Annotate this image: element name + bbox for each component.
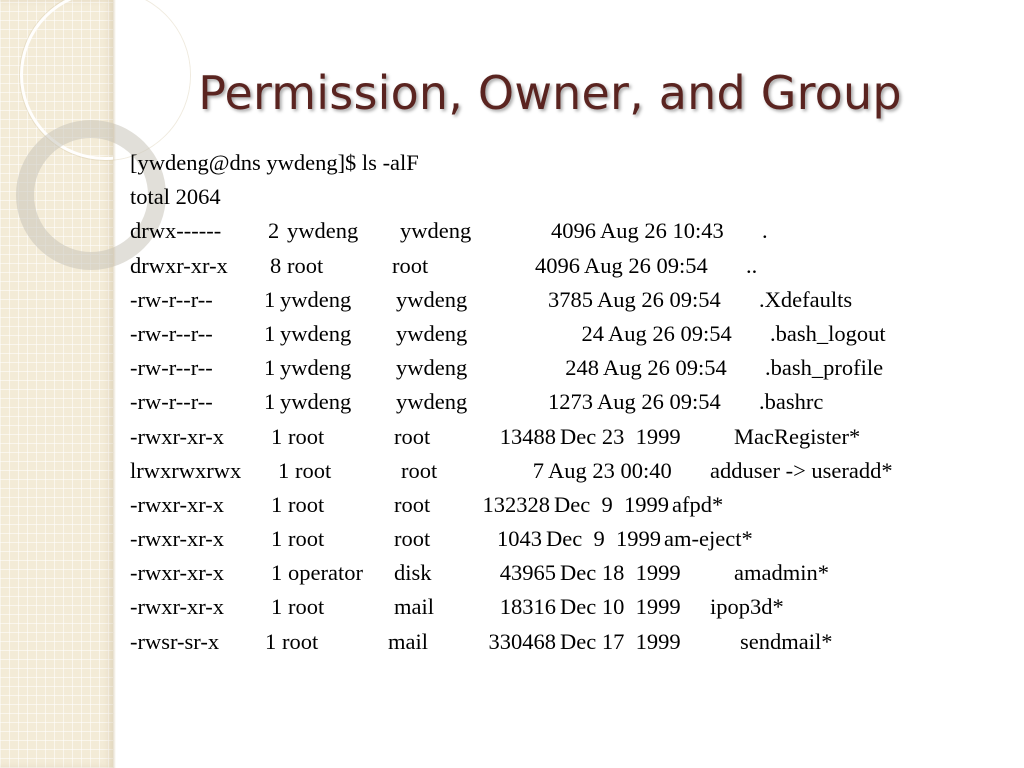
file-entry-row: [130, 522, 753, 556]
file-owner: root: [295, 457, 332, 483]
file-date: Aug 26 09:54: [597, 286, 721, 312]
file-size: 132328: [482, 491, 550, 517]
file-name: amadmin*: [734, 560, 829, 586]
file-size: 1273: [548, 389, 593, 415]
permission-string: -rw-r--r--: [130, 389, 213, 415]
file-entry-row: [130, 420, 861, 454]
file-size: 7: [532, 457, 544, 483]
permission-string: -rw-r--r--: [130, 355, 213, 381]
file-name: .Xdefaults: [759, 286, 853, 312]
file-entry-row: [130, 385, 824, 419]
link-count: 1: [271, 594, 283, 620]
file-name: ipop3d*: [710, 594, 784, 620]
file-group: mail: [388, 628, 428, 654]
terminal-listing: [130, 146, 893, 659]
file-entry-row: [130, 625, 833, 659]
file-date: Aug 26 10:43: [600, 218, 724, 244]
file-group: root: [394, 526, 431, 552]
file-owner: root: [288, 491, 325, 517]
file-size: 13488: [499, 423, 556, 449]
file-owner: ywdeng: [280, 389, 352, 415]
file-entry-row: [130, 556, 829, 590]
file-group: ywdeng: [396, 389, 468, 415]
slide-title: Permission, Owner, and Group: [198, 66, 902, 120]
file-entry-row: [130, 590, 784, 624]
file-group: ywdeng: [396, 355, 468, 381]
file-owner: operator: [288, 560, 363, 586]
file-size: 330468: [488, 628, 556, 654]
file-name: ..: [746, 252, 758, 278]
file-date: Dec 9 1999: [554, 491, 669, 517]
file-group: root: [392, 252, 429, 278]
file-entry-row: [130, 283, 853, 317]
file-group: ywdeng: [396, 320, 468, 346]
file-group: root: [394, 423, 431, 449]
file-name: sendmail*: [740, 628, 833, 654]
file-name: adduser -> useradd*: [710, 457, 893, 483]
link-count: 2: [268, 218, 280, 244]
permission-string: -rwxr-xr-x: [130, 423, 225, 449]
file-name: .: [762, 218, 768, 244]
file-date: Aug 26 09:54: [603, 355, 727, 381]
link-count: 1: [271, 423, 283, 449]
file-size: 4096: [551, 218, 596, 244]
link-count: 1: [264, 320, 276, 346]
total-line: total 2064: [130, 184, 221, 210]
permission-string: -rw-r--r--: [130, 320, 213, 346]
file-group: mail: [394, 594, 434, 620]
file-owner: root: [282, 628, 319, 654]
file-size: 43965: [499, 560, 556, 586]
file-owner: ywdeng: [280, 286, 352, 312]
link-count: 1: [278, 457, 290, 483]
permission-string: drwx------: [130, 218, 222, 244]
file-entry-row: [130, 249, 758, 283]
file-size: 4096: [535, 252, 580, 278]
file-entry-row: [130, 351, 884, 385]
file-size: 24: [581, 320, 604, 346]
file-date: Aug 26 09:54: [597, 389, 721, 415]
file-entry-row: [130, 488, 724, 522]
file-name: .bash_logout: [770, 320, 886, 346]
file-owner: ywdeng: [280, 320, 352, 346]
file-group: disk: [394, 560, 432, 586]
file-entry-row: [130, 214, 768, 248]
file-name: am-eject*: [664, 526, 753, 552]
permission-string: -rwsr-sr-x: [130, 628, 220, 654]
file-date: Dec 17 1999: [560, 628, 681, 654]
file-name: afpd*: [672, 491, 724, 517]
file-owner: ywdeng: [280, 355, 352, 381]
link-count: 1: [271, 560, 283, 586]
file-date: Dec 23 1999: [560, 423, 681, 449]
file-owner: root: [288, 526, 325, 552]
file-size: 248: [565, 355, 599, 381]
permission-string: -rwxr-xr-x: [130, 560, 225, 586]
permission-string: -rwxr-xr-x: [130, 594, 225, 620]
file-date: Aug 26 09:54: [608, 320, 732, 346]
link-count: 1: [271, 491, 283, 517]
file-date: Aug 23 00:40: [548, 457, 672, 483]
command-prompt: [ywdeng@dns ywdeng]$ ls -alF: [130, 150, 419, 175]
file-entry-row: [130, 454, 893, 488]
file-date: Dec 10 1999: [560, 594, 681, 620]
file-group: ywdeng: [396, 286, 468, 312]
file-size: 18316: [499, 594, 556, 620]
link-count: 1: [264, 389, 276, 415]
file-group: root: [401, 457, 438, 483]
file-entries: [130, 214, 893, 658]
file-entry-row: [130, 317, 886, 351]
permission-string: -rwxr-xr-x: [130, 491, 225, 517]
file-owner: root: [288, 423, 325, 449]
file-name: .bashrc: [759, 389, 824, 415]
permission-string: drwxr-xr-x: [130, 252, 228, 278]
file-date: Dec 9 1999: [546, 526, 661, 552]
link-count: 1: [265, 628, 277, 654]
link-count: 1: [264, 355, 276, 381]
link-count: 1: [271, 526, 283, 552]
file-size: 1043: [497, 526, 542, 552]
file-date: Dec 18 1999: [560, 560, 681, 586]
file-owner: ywdeng: [287, 218, 359, 244]
permission-string: lrwxrwxrwx: [130, 457, 242, 483]
link-count: 8: [270, 252, 282, 278]
file-size: 3785: [548, 286, 593, 312]
file-date: Aug 26 09:54: [584, 252, 708, 278]
file-owner: root: [287, 252, 324, 278]
file-group: root: [394, 491, 431, 517]
file-name: .bash_profile: [765, 355, 884, 381]
permission-string: -rwxr-xr-x: [130, 526, 225, 552]
file-owner: root: [288, 594, 325, 620]
link-count: 1: [264, 286, 276, 312]
file-group: ywdeng: [400, 218, 472, 244]
file-name: MacRegister*: [734, 423, 861, 449]
permission-string: -rw-r--r--: [130, 286, 213, 312]
